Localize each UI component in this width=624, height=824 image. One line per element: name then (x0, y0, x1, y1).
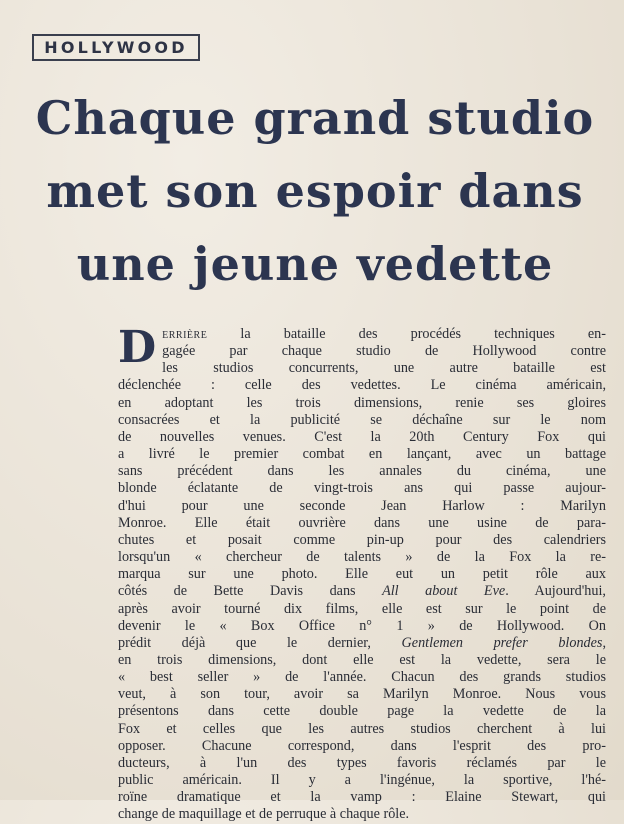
article-line: marqua sur une photo. Elle eut un petit rôle aux (118, 566, 606, 583)
film-title: Gentlemen prefer blondes (401, 634, 603, 651)
article-line: ducteurs, à l'un des types favoris réclamés par le (118, 754, 606, 771)
section-rubric: HOLLYWOOD (32, 34, 200, 61)
article-line: errière la bataille des procédés techniques en- (162, 326, 606, 342)
article-line: déclenchée : celle des vedettes. Le cinéma américain, (118, 377, 606, 394)
lead-smallcaps: errière (162, 326, 208, 342)
drop-cap: D (118, 322, 157, 373)
article-line: présentons dans cette double page la vedette de la (118, 703, 606, 720)
headline (20, 82, 610, 301)
article-line: prédit déjà que le dernier, Gentlemen prefer blondes, (118, 634, 607, 651)
article-line: opposer. Chacune correspond, dans l'esprit des pro- (118, 737, 606, 754)
article-line: côtés de Bette Davis dans All about Eve. Aujourd'hui, (118, 583, 606, 600)
article-line: « best seller » de l'année. Chacun des grands studios (118, 669, 606, 686)
article-line: consacrées et la publicité se déchaîne sur le nom (118, 411, 606, 428)
article-line: public américain. Il y a l'ingénue, la sportive, l'hé- (118, 772, 606, 789)
article-line: en trois dimensions, dont elle est la vedette, sera le (118, 651, 606, 668)
article-line: Monroe. Elle était ouvrière dans une usine de para- (118, 514, 606, 531)
article-line: roïne dramatique et la vamp : Elaine Stewart, qui (118, 789, 606, 806)
article-line: sans précédent dans les annales du cinéma, une (118, 463, 606, 480)
article-line: les studios concurrents, une autre bataille est (162, 360, 606, 377)
article-line: veut, à son tour, avoir sa Marilyn Monroe. Nous vous (118, 686, 606, 703)
headline-line-2: met son espoir dans (46, 164, 584, 218)
article-line: a livré le premier combat en lançant, avec un battage (118, 446, 606, 463)
article-line: après avoir tourné dix films, elle est sur le point de (118, 600, 606, 617)
headline-line-3: une jeune vedette (76, 237, 554, 291)
article-line: change de maquillage et de perruque à chaque rôle. (118, 806, 410, 823)
film-title: All about Eve (382, 583, 506, 600)
article-line: devenir le « Box Office n° 1 » de Hollywood. On (118, 617, 606, 634)
article-line: Fox et celles que les autres studios cherchent à lui (118, 720, 606, 737)
headline-line-1: Chaque grand studio (35, 91, 595, 145)
article-line: blonde éclatante de vingt-trois ans qui passe aujour- (118, 480, 606, 497)
article-body (118, 322, 607, 824)
article-line: chutes et posait comme pin-up pour des calendriers (118, 531, 606, 548)
article-line: d'hui pour une seconde Jean Harlow : Marilyn (118, 497, 606, 514)
article-line: de nouvelles venues. C'est la 20th Century Fox qui (118, 428, 606, 445)
article-line: en adoptant les trois dimensions, renie ses gloires (118, 394, 606, 411)
article-line: gagée par chaque studio de Hollywood contre (162, 343, 606, 360)
article-line: lorsqu'un « chercheur de talents » de la Fox la re- (118, 549, 606, 566)
